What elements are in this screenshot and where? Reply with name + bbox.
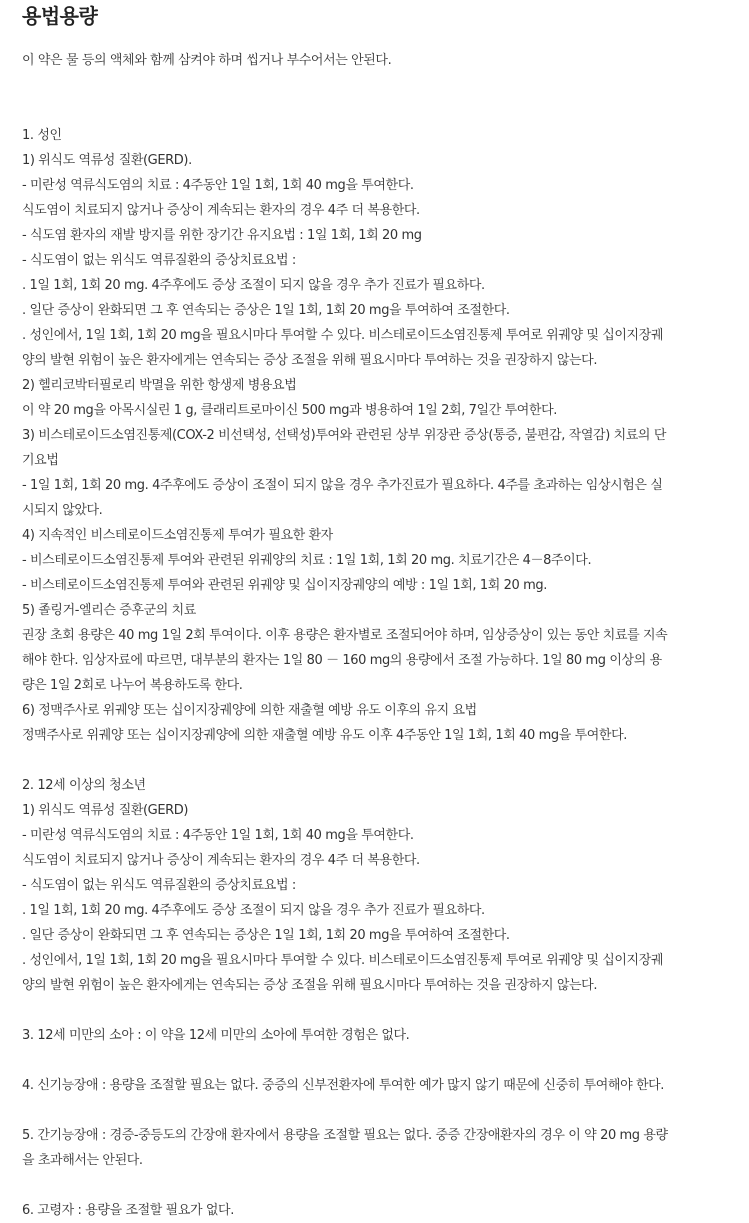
text-line: 을 초과해서는 안된다. (22, 1153, 143, 1168)
text-line: . 일단 증상이 완화되면 그 후 연속되는 증상은 1일 1회, 1회 20 mg을 투여하여 조절한다. (22, 303, 510, 318)
text-line: 권장 초회 용량은 40 mg 1일 2회 투여이다. 이후 용량은 환자별로 조절되어야 하며, 임상증상이 있는 동안 치료를 지속 (22, 628, 668, 643)
text-line (22, 748, 722, 773)
text-line: 3. 12세 미만의 소아 : 이 약을 12세 미만의 소아에 투여한 경험은 없다. (22, 1028, 410, 1043)
text-line: 1. 성인 (22, 128, 62, 143)
text-line: 2. 12세 이상의 청소년 (22, 778, 146, 793)
text-line (22, 1098, 722, 1123)
text-line: - 식도염이 없는 위식도 역류질환의 증상치료요법 : (22, 878, 296, 893)
text-line: . 성인에서, 1일 1회, 1회 20 mg을 필요시마다 투여할 수 있다. 비스테로이드소염진통제 투여로 위궤양 및 십이지장궤 (22, 953, 664, 968)
text-line: - 식도염 환자의 재발 방지를 위한 장기간 유지요법 : 1일 1회, 1회 20 mg (22, 228, 422, 243)
text-line: 4. 신기능장애 : 용량을 조절할 필요는 없다. 중증의 신부전환자에 투여한 예가 많지 않기 때문에 신중히 투여해야 한다. (22, 1078, 665, 1093)
text-line (22, 1048, 722, 1073)
text-line: 이 약 20 mg을 아목시실린 1 g, 클래리트로마이신 500 mg과 병용하여 1일 2회, 7일간 투여한다. (22, 403, 557, 418)
text-line: 해야 한다. 임상자료에 따르면, 대부분의 환자는 1일 80 － 160 mg의 용량에서 조절 가능하다. 1일 80 mg 이상의 용 (22, 653, 662, 668)
text-line: - 1일 1회, 1회 20 mg. 4주후에도 증상이 조절이 되지 않을 경우 추가진료가 필요하다. 4주를 초과하는 임상시험은 실 (22, 478, 663, 493)
text-line: . 일단 증상이 완화되면 그 후 연속되는 증상은 1일 1회, 1회 20 mg을 투여하여 조절한다. (22, 928, 510, 943)
text-line (22, 73, 722, 98)
text-line: 기요법 (22, 453, 59, 468)
text-line: 시되지 않았다. (22, 503, 103, 518)
text-line: - 미란성 역류식도염의 치료 : 4주동안 1일 1회, 1회 40 mg을 투여한다. (22, 178, 414, 193)
text-line (22, 98, 722, 123)
text-line: 5) 졸링거-엘리슨 증후군의 치료 (22, 603, 196, 618)
text-line: 6. 고령자 : 용량을 조절할 필요가 없다. (22, 1203, 234, 1218)
text-line: . 1일 1회, 1회 20 mg. 4주후에도 증상 조절이 되지 않을 경우 추가 진료가 필요하다. (22, 278, 485, 293)
text-line (22, 998, 722, 1023)
text-line: 1) 위식도 역류성 질환(GERD) (22, 803, 189, 818)
text-line: - 비스테로이드소염진통제 투여와 관련된 위궤양의 치료 : 1일 1회, 1회 20 mg. 치료기간은 4－8주이다. (22, 553, 592, 568)
dosage-text (22, 48, 722, 1223)
text-line: 6) 정맥주사로 위궤양 또는 십이지장궤양에 의한 재출혈 예방 유도 이후의 유지 요법 (22, 703, 477, 718)
text-line: 양의 발현 위험이 높은 환자에게는 연속되는 증상 조절을 위해 필요시마다 투여하는 것을 권장하지 않는다. (22, 353, 598, 368)
text-line: 정맥주사로 위궤양 또는 십이지장궤양에 의한 재출혈 예방 유도 이후 4주동안 1일 1회, 1회 40 mg을 투여한다. (22, 728, 627, 743)
text-line: 5. 간기능장애 : 경증-중등도의 간장애 환자에서 용량을 조절할 필요는 없다. 중증 간장애환자의 경우 이 약 20 mg 용량 (22, 1128, 668, 1143)
text-line: . 1일 1회, 1회 20 mg. 4주후에도 증상 조절이 되지 않을 경우 추가 진료가 필요하다. (22, 903, 485, 918)
text-line: 2) 헬리코박터필로리 박멸을 위한 항생제 병용요법 (22, 378, 297, 393)
text-line: - 미란성 역류식도염의 치료 : 4주동안 1일 1회, 1회 40 mg을 투여한다. (22, 828, 414, 843)
text-line: 3) 비스테로이드소염진통제(COX-2 비선택성, 선택성)투여와 관련된 상부 위장관 증상(통증, 불편감, 작열감) 치료의 단 (22, 428, 666, 443)
text-line: 식도염이 치료되지 않거나 증상이 계속되는 환자의 경우 4주 더 복용한다. (22, 203, 420, 218)
text-line: 1) 위식도 역류성 질환(GERD). (22, 153, 192, 168)
text-line: 양의 발현 위험이 높은 환자에게는 연속되는 증상 조절을 위해 필요시마다 투여하는 것을 권장하지 않는다. (22, 978, 598, 993)
text-line: 량은 1일 2회로 나누어 복용하도록 한다. (22, 678, 243, 693)
text-line: 식도염이 치료되지 않거나 증상이 계속되는 환자의 경우 4주 더 복용한다. (22, 853, 420, 868)
text-line (22, 1173, 722, 1198)
section-title: 용법용량 (22, 4, 98, 28)
text-line: . 성인에서, 1일 1회, 1회 20 mg을 필요시마다 투여할 수 있다. 비스테로이드소염진통제 투여로 위궤양 및 십이지장궤 (22, 328, 664, 343)
text-line: 4) 지속적인 비스테로이드소염진통제 투여가 필요한 환자 (22, 528, 333, 543)
text-line: - 비스테로이드소염진통제 투여와 관련된 위궤양 및 십이지장궤양의 예방 : 1일 1회, 1회 20 mg. (22, 578, 547, 593)
text-line: - 식도염이 없는 위식도 역류질환의 증상치료요법 : (22, 253, 296, 268)
text-line: 이 약은 물 등의 액체와 함께 삼켜야 하며 씹거나 부수어서는 안된다. (22, 53, 392, 68)
